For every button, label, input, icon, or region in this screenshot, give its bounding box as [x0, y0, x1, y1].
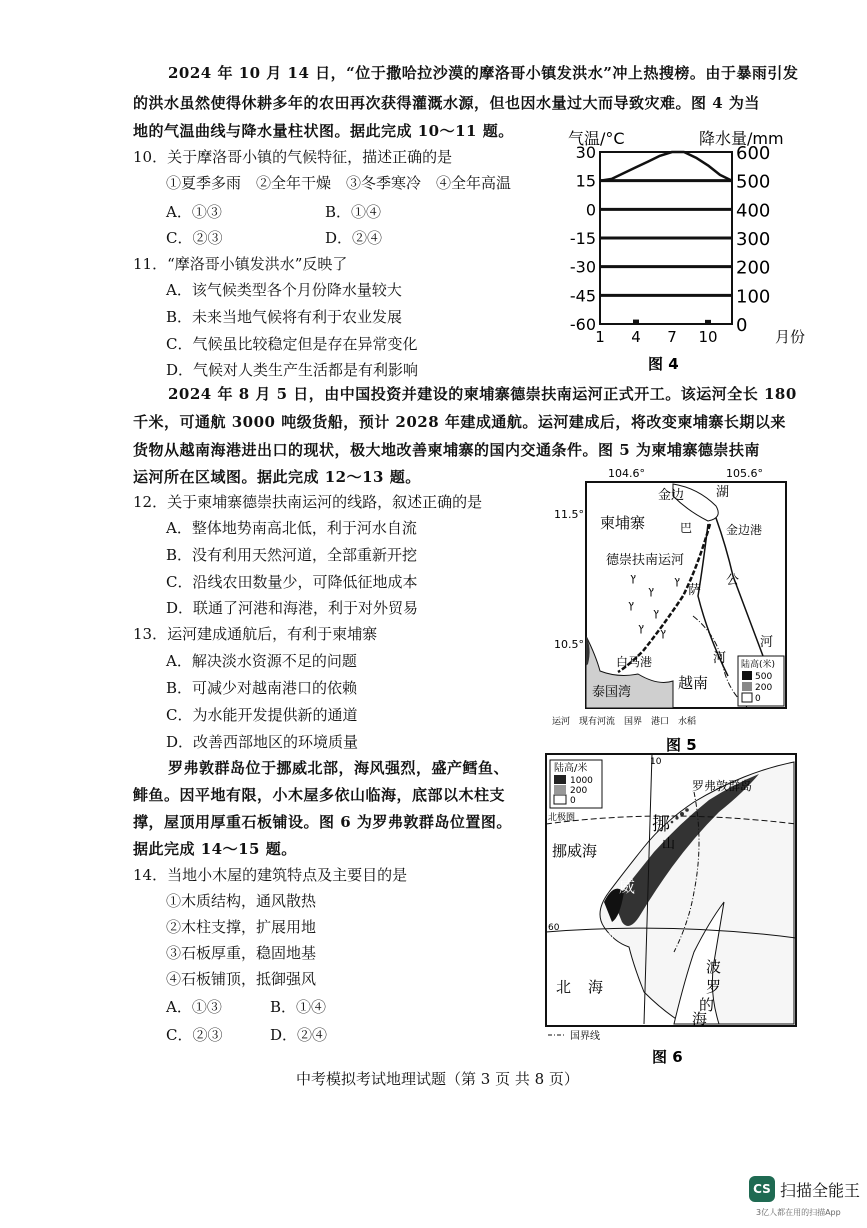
- passage1-line2: 的洪水虽然使得休耕多年的农田再次获得灌溉水源，但也因水量过大而导致灾难。图 4 为当: [133, 94, 760, 112]
- chart-temperature-line: [600, 152, 732, 181]
- map5-label-sa: 萨: [688, 583, 702, 598]
- map5-elev-swatch-high: [742, 671, 752, 680]
- map6-label-bei: 北: [556, 978, 572, 996]
- chart-right-tick-label: 0: [736, 315, 748, 336]
- chart-left-tick-label: -30: [569, 257, 596, 277]
- map6-elev-swatch-low: [554, 795, 566, 804]
- map5-elev-swatch-low: [742, 693, 752, 702]
- chart-left-tick-label: -60: [569, 315, 596, 334]
- passage3-line2: 鲱鱼。因平地有限，小木屋多依山临海，底部以木柱支: [133, 786, 506, 804]
- q11-option-c: C．气候虽比较稳定但是存在异常变化: [166, 335, 418, 353]
- q14-choice-4: ④石板铺顶，抵御强风: [166, 970, 317, 988]
- q10-choices: ①夏季多雨 ②全年干燥 ③冬季寒冷 ④全年高温: [166, 174, 512, 192]
- chart-x-tick-label: 4: [631, 328, 641, 346]
- chart-right-tick-label: 300: [736, 229, 771, 250]
- map6-caption: 图 6: [652, 1048, 683, 1066]
- map5-label-ba: 巴: [680, 521, 693, 535]
- svg-text:ץ: ץ: [628, 598, 634, 611]
- map5-elev3: 0: [755, 694, 761, 704]
- map6-label-norway-sea: 挪威海: [552, 842, 598, 860]
- chart-right-tick-label: 400: [736, 200, 771, 222]
- map6-elev1: 1000: [570, 776, 593, 786]
- map6-label-de: 的: [699, 996, 715, 1014]
- map6-label-norway3: 威: [602, 931, 616, 946]
- q10-option-d: D．②④: [325, 229, 383, 247]
- map6-label-bo: 波: [706, 958, 722, 976]
- q12-option-a: A．整体地势南高北低，利于河水自流: [166, 519, 417, 537]
- passage3-line4: 据此完成 14～15 题。: [133, 840, 297, 858]
- passage3-line1: 罗弗敦群岛位于挪威北部，海风强烈，盛产鳕鱼、: [168, 759, 510, 777]
- svg-text:ץ: ץ: [653, 606, 659, 619]
- map6-label-norway2: 威: [619, 877, 636, 896]
- map5-label-cambodia: 柬埔寨: [600, 514, 646, 532]
- q11-option-d: D．气候对人类生产生活都是有利影响: [166, 361, 419, 379]
- chart-left-tick-label: -15: [569, 229, 596, 248]
- map5-label-jinbiangang: 金边港: [726, 523, 763, 537]
- map6-elev-title: 陆高/米: [554, 763, 588, 774]
- map5-elev-swatch-mid: [742, 682, 752, 691]
- map5-label-he1: 河: [760, 635, 774, 650]
- map5-lon2: 105.6°: [726, 467, 763, 480]
- chart-right-axis-label: 降水量/mm: [699, 129, 784, 148]
- svg-text:ץ: ץ: [674, 574, 680, 587]
- page-footer: 中考模拟考试地理试题（第 3 页 共 8 页）: [296, 1070, 579, 1088]
- svg-text:ץ: ץ: [660, 626, 666, 639]
- chart-precip-bar: [633, 320, 639, 324]
- map5-elev1: 500: [755, 672, 773, 682]
- q14-choice-3: ③石板厚重，稳固地基: [166, 944, 317, 962]
- svg-text:ץ: ץ: [638, 621, 644, 634]
- svg-text:ץ: ץ: [648, 584, 654, 597]
- figure6-map: [544, 752, 800, 1070]
- climate-chart: [560, 124, 806, 376]
- map6-label-norway1: 挪: [652, 814, 670, 835]
- map5-caption: 图 5: [666, 736, 697, 754]
- chart-plot-area: [570, 143, 771, 346]
- chart-x-tick-label: 7: [667, 328, 677, 346]
- passage1-line1: 2024 年 10 月 14 日，“位于撒哈拉沙漠的摩洛哥小镇发洪水”冲上热搜榜。由于暴雨引发: [168, 64, 799, 82]
- map5-lat1: 11.5°: [554, 508, 584, 521]
- map6-label-luo: 罗: [706, 978, 722, 996]
- map6-label-hai: 海: [588, 978, 604, 996]
- passage1-line3: 地的气温曲线与降水量柱状图。据此完成 10～11 题。: [133, 122, 514, 140]
- q12-option-b: B．没有利用天然河道，全部重新开挖: [166, 546, 418, 564]
- q11-stem: 11．“摩洛哥小镇发洪水”反映了: [133, 255, 348, 273]
- map5-lat2: 10.5°: [554, 638, 584, 651]
- map5-label-baima: 白马港: [616, 655, 653, 669]
- map5-label-gong: 公: [726, 573, 740, 588]
- chart-left-tick-label: 0: [585, 200, 596, 220]
- q13-option-b: B．可减少对越南港口的依赖: [166, 679, 358, 697]
- map6-legend: 国界线: [570, 1031, 600, 1042]
- map6-lat60: 60: [548, 923, 560, 933]
- map6-elev-swatch-high: [554, 775, 566, 784]
- map6-label-lofoten: 罗弗敦群岛: [692, 779, 753, 793]
- q12-stem: 12．关于柬埔寨德崇扶南运河的线路，叙述正确的是: [133, 493, 483, 511]
- map5-elev-title: 陆高(米): [741, 660, 776, 670]
- map5-label-he2: 河: [713, 651, 727, 666]
- q10-option-a: A．①③: [166, 203, 222, 221]
- scanner-subtitle: 3亿人都在用的扫描App: [756, 1208, 841, 1217]
- q12-option-d: D．联通了河港和海港，利于对外贸易: [166, 599, 419, 617]
- map5-label-canal: 德崇扶南运河: [606, 553, 685, 568]
- map6-label-hai2: 海: [692, 1010, 708, 1028]
- map5-label-vietnam: 越南: [678, 674, 709, 692]
- passage3-line3: 撑，屋顶用厚重石板铺设。图 6 为罗弗敦群岛位置图。: [133, 813, 512, 831]
- q10-stem: 10．关于摩洛哥小镇的气候特征，描述正确的是: [133, 148, 453, 166]
- chart-right-tick-label: 100: [736, 286, 771, 308]
- scanner-brand: 扫描全能王: [780, 1181, 861, 1200]
- map5-legend: 运河 现有河流 国界 港口 水稻: [552, 717, 697, 727]
- map6-arctic-label: 北极圈: [548, 813, 576, 823]
- q12-option-c: C．沿线农田数量少，可降低征地成本: [166, 573, 418, 591]
- map5-elev2: 200: [755, 683, 773, 693]
- chart-x-tick-label: 10: [698, 328, 718, 346]
- chart-left-axis-label: 气温/°C: [568, 129, 625, 148]
- q14-stem: 14．当地小木屋的建筑特点及主要目的是: [133, 866, 408, 884]
- map5-label-hu: 湖: [716, 485, 730, 500]
- q10-option-b: B．①④: [325, 203, 382, 221]
- map5-lon1: 104.6°: [608, 467, 645, 480]
- chart-precip-bar: [705, 320, 711, 324]
- passage2-line3: 货物从越南海港进出口的现状，极大地改善柬埔寨的国内交通条件。图 5 为柬埔寨德崇扶南: [133, 441, 760, 459]
- map6-label-shan: 山: [662, 837, 676, 852]
- q10-option-c: C．②③: [166, 229, 223, 247]
- q14-option-c: C．②③: [166, 1026, 223, 1044]
- q14-option-a: A．①③: [166, 998, 222, 1016]
- chart-x-axis-label: 月份: [775, 328, 806, 346]
- passage2-line1: 2024 年 8 月 5 日，由中国投资并建设的柬埔寨德崇扶南运河正式开工。该运河全长 180: [168, 385, 797, 403]
- passage2-line4: 运河所在区域图。据此完成 12～13 题。: [133, 468, 421, 486]
- chart-left-tick-label: 15: [575, 171, 596, 191]
- q13-option-a: A．解决淡水资源不足的问题: [166, 652, 357, 670]
- chart-left-tick-label: 30: [575, 143, 596, 162]
- q14-option-d: D．②④: [270, 1026, 328, 1044]
- map6-elev-swatch-mid: [554, 785, 566, 794]
- q13-option-c: C．为水能开发提供新的通道: [166, 706, 358, 724]
- chart-caption: 图 4: [648, 355, 679, 373]
- q14-choice-2: ②木柱支撑，扩展用地: [166, 918, 317, 936]
- chart-right-tick-label: 600: [736, 143, 771, 164]
- q13-option-d: D．改善西部地区的环境质量: [166, 733, 359, 751]
- q11-option-b: B．未来当地气候将有利于农业发展: [166, 308, 403, 326]
- passage2-line2: 千米，可通航 3000 吨级货船，预计 2028 年建成通航。运河建成后，将改变柬埔寨长期以来: [133, 413, 786, 431]
- q14-choice-1: ①木质结构，通风散热: [166, 892, 317, 910]
- q11-option-a: A．该气候类型各个月份降水量较大: [166, 281, 402, 299]
- chart-right-tick-label: 200: [736, 257, 771, 279]
- chart-left-tick-label: -45: [569, 286, 596, 306]
- q14-option-b: B．①④: [270, 998, 327, 1016]
- map6-lon10: 10: [650, 757, 662, 767]
- map5-label-taiguo: 泰国湾: [592, 685, 632, 700]
- map6-elev3: 0: [570, 796, 576, 806]
- figure5-map: [548, 466, 798, 756]
- svg-text:ץ: ץ: [630, 571, 636, 584]
- q13-stem: 13．运河建成通航后，有利于柬埔寨: [133, 625, 378, 643]
- chart-right-tick-label: 500: [736, 171, 771, 193]
- map6-elev2: 200: [570, 786, 588, 796]
- scanner-logo: CS: [749, 1176, 775, 1202]
- map5-label-jinbian: 金边: [658, 488, 685, 503]
- chart-x-tick-label: 1: [595, 328, 605, 346]
